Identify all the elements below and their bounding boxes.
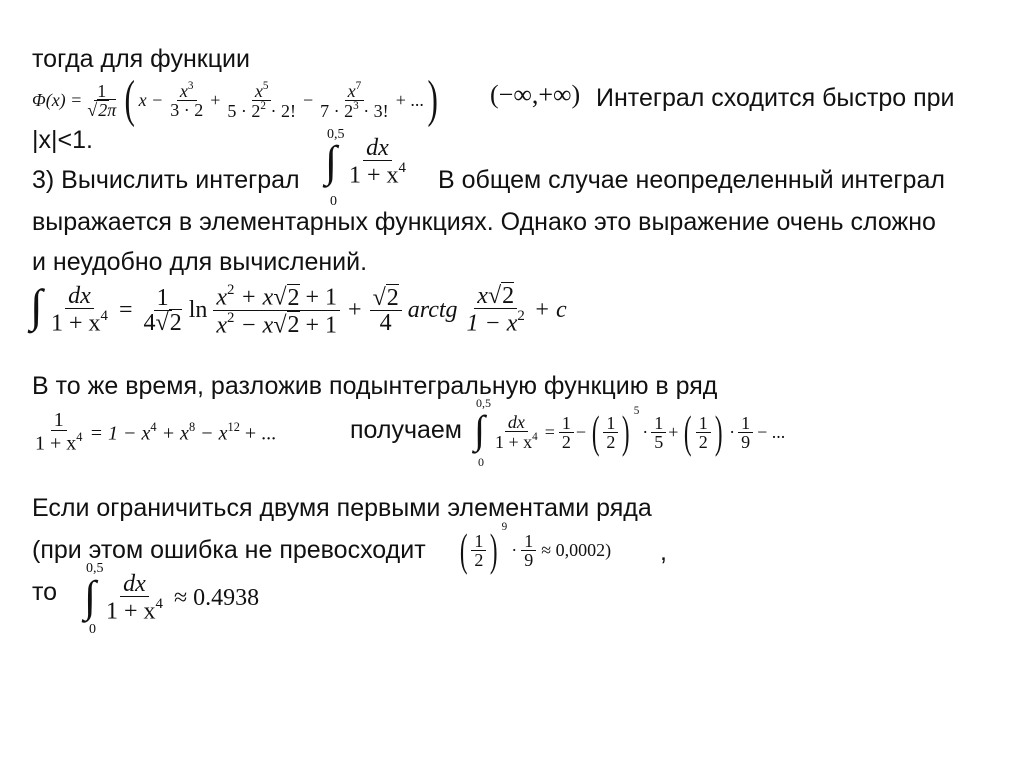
text-line-10: (при этом ошибка не превосходит (32, 536, 426, 564)
text-line-8: получаем (350, 416, 462, 444)
series-e8: 8 (188, 419, 196, 434)
phi-t2-exp: 5 (262, 79, 269, 92)
phi-t3-den-b: · 3! (358, 100, 389, 121)
error-estimate: ( $\frac{1}{2}$ ) 9 · $\frac{1}{9}$ ≈ 0,0002) (459, 521, 612, 575)
phi-lhs: Φ(x) = (32, 90, 83, 110)
phi-t3-num: x (347, 80, 356, 101)
phi-close-paren: ) (427, 71, 438, 128)
result-den-exp: 4 (532, 431, 538, 444)
int1-num: dx (363, 136, 392, 161)
result-fifth-num: 1 (651, 414, 666, 433)
error-ninth-num: 1 (521, 532, 536, 551)
result-dot-2: · (729, 422, 736, 442)
text-line-5: выражается в элементарных функциях. Однако это выражение очень сложно (32, 208, 936, 236)
error-approx: ≈ 0,0002) (541, 540, 612, 560)
phi-coef-num: 1 (94, 82, 109, 101)
anti-log-num-a: x (216, 284, 228, 311)
text-line-9: Если ограничиться двумя первыми элементами ряда (32, 494, 652, 522)
series-den: 1 + x (35, 432, 77, 455)
anti-c2-den: 4 (379, 309, 392, 336)
anti-log-den-b: − x (234, 311, 274, 338)
int4-lower: 0 (89, 622, 96, 637)
error-half-den: 2 (474, 549, 484, 570)
phi-term-3 (317, 81, 392, 120)
series-rhs-d: + ... (239, 422, 277, 445)
anti-c1-den: 4 (143, 309, 156, 336)
result-minus: − (575, 422, 587, 442)
int1-lower: 0 (330, 194, 337, 209)
series-e4: 4 (150, 419, 157, 434)
series-rhs-a: = 1 − x (89, 422, 151, 445)
anti-at-num-sqrt: 2 (502, 283, 515, 310)
integral-sign-4: ∫ (84, 572, 97, 621)
phi-x-term: x − (138, 90, 164, 110)
anti-log-den-c: + 1 (299, 311, 338, 338)
text-line-1: тогда для функции (32, 45, 250, 73)
error-ninth-den: 9 (524, 549, 534, 570)
int1-fraction (346, 136, 409, 187)
result-half-num: 1 (559, 414, 574, 433)
series-e12: 12 (227, 419, 240, 434)
text-line-11: то (32, 578, 58, 606)
anti-arctg: arctg (407, 297, 458, 323)
anti-at-den-exp: 2 (517, 308, 525, 325)
anti-den: 1 + x (51, 310, 101, 337)
anti-at-den: 1 − x (466, 310, 518, 337)
anti-log-num-exp: 2 (227, 282, 235, 299)
antiderivative-formula: $\frac{dx}{1 + x^4}$ = $\frac{1}{4√2}$ ln $\frac{x^2 + x√2 + 1}{x^2 - x√2 + 1}$ + $\frac{√2}{4}$ arctg $\frac{x√2}{1 - x^2}$ + c (51, 282, 567, 338)
phi-t2-den-exp: 2 (260, 99, 266, 112)
anti-log-num-sqrt: 2 (287, 284, 300, 311)
series-rhs-c: − x (195, 422, 228, 445)
anti-c1-sqrt: 2 (169, 309, 182, 336)
anti-at-num: x (477, 283, 488, 310)
result-tail: − ... (757, 422, 786, 442)
result-power-5: 5 (633, 405, 640, 417)
phi-t2-den-a: 5 · 2 (227, 100, 261, 121)
text-line-6: и неудобно для вычислений. (32, 248, 368, 276)
text-line-4b: В общем случае неопределенный интеграл (438, 166, 945, 194)
phi-minus: − (302, 90, 314, 110)
anti-log-den-sqrt: 2 (287, 311, 300, 338)
series-den-exp: 4 (76, 430, 83, 445)
int3-upper: 0,5 (476, 396, 491, 410)
int1-upper: 0,5 (327, 127, 345, 142)
anti-den-exp: 4 (100, 308, 108, 325)
series-num: 1 (51, 410, 67, 431)
anti-eq: = (118, 297, 133, 323)
int1-den-exp: 4 (398, 160, 406, 176)
phi-t1-den: 3 · 2 (170, 99, 204, 120)
result-ninth-den: 9 (741, 431, 751, 452)
text-line-2: Интеграл сходится быстро при (596, 84, 955, 112)
phi-coef (84, 82, 119, 119)
phi-plus: + (210, 90, 221, 110)
result-half2-den: 2 (606, 431, 616, 452)
phi-term-2 (224, 81, 299, 120)
anti-num: dx (65, 284, 94, 309)
text-line-4a: 3) Вычислить интеграл (32, 166, 300, 194)
anti-plus: + (348, 297, 362, 323)
phi-t3-den-exp: 3 (353, 99, 359, 112)
int4-upper: 0,5 (86, 561, 104, 576)
domain-interval: (−∞,+∞) (490, 80, 581, 109)
phi-formula (32, 70, 441, 130)
final-den: 1 + x (106, 598, 156, 625)
error-half-num: 1 (471, 532, 486, 551)
series-rhs-b: + x (156, 422, 189, 445)
error-dot: · (511, 540, 518, 560)
anti-log-num-c: + 1 (299, 284, 338, 311)
result-half-den: 2 (561, 431, 571, 452)
anti-ln: ln (188, 297, 208, 323)
phi-t2-den-b: · 2! (265, 100, 296, 121)
anti-log-den-exp: 2 (227, 309, 235, 326)
result-fifth-den: 5 (654, 431, 664, 452)
anti-c2-sqrt: 2 (386, 284, 399, 311)
int1-den: 1 + x (349, 162, 399, 189)
phi-open-paren: ( (124, 71, 136, 128)
error-power: 9 (501, 521, 508, 533)
final-formula (103, 566, 259, 630)
phi-t3-exp: 7 (355, 79, 362, 92)
result-half3-den: 2 (698, 431, 708, 452)
result-half2-num: 1 (603, 414, 618, 433)
final-approx: ≈ 0.4938 (173, 585, 260, 611)
result-num: dx (505, 413, 528, 432)
phi-coef-den: √2π (87, 99, 117, 120)
text-line-10-comma: , (660, 538, 667, 566)
result-eq: = (544, 422, 555, 442)
result-half3-num: 1 (696, 414, 711, 433)
integral-sign-2: ∫ (30, 280, 43, 331)
result-dot-1: · (642, 422, 649, 442)
phi-t1-num: x (179, 80, 188, 101)
result-formula: $\frac{dx}{1 + x^4}$ = $\frac{1}{2}$ − ( $\frac{1}{2}$ ) 5 · $\frac{1}{5}$ + ( $\frac{1}{2}$ ) · $\frac{1}{9}$ − ... (495, 405, 786, 457)
series-formula (32, 402, 276, 462)
anti-log-den-a: x (216, 311, 228, 338)
integral-sign-3: ∫ (474, 407, 485, 452)
int3-lower: 0 (478, 455, 484, 469)
anti-c1-num: 1 (154, 286, 172, 311)
final-den-exp: 4 (155, 596, 163, 613)
integral-sign-1: ∫ (325, 137, 338, 186)
text-line-3: |x|<1. (32, 126, 93, 154)
text-line-7: В то же время, разложив подынтегральную функцию в ряд (32, 372, 718, 400)
result-den: 1 + x (495, 431, 533, 452)
phi-coef-sqrt: 2π (98, 99, 117, 120)
phi-t2-num: x (254, 80, 263, 101)
phi-t1-exp: 3 (187, 80, 194, 93)
final-num: dx (120, 572, 149, 597)
result-ninth-num: 1 (738, 414, 753, 433)
anti-tail: + c (533, 297, 567, 323)
anti-log-num-b: + x (234, 284, 274, 311)
phi-tail: + ... (395, 90, 424, 110)
phi-term-1 (167, 81, 206, 119)
phi-t3-den-a: 7 · 2 (320, 100, 354, 121)
result-plus: + (668, 422, 679, 442)
